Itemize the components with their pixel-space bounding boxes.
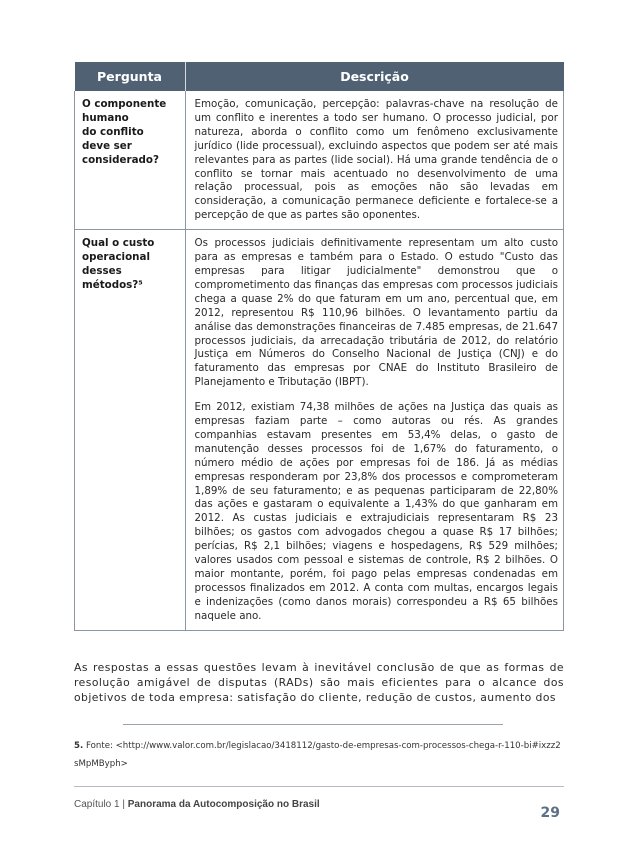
comparison-table <box>74 62 564 631</box>
header-description: Descrição <box>185 62 564 91</box>
table-row <box>75 230 564 630</box>
description-cell <box>185 230 564 630</box>
description-paragraph: Os processos judiciais definitivamente representam um alto custo para as empresas e também para o Estado. O estudo "Custo das empresas para litigar judicialmente" demonstrou que o comprometimento das finanças das empresas com processos judiciais chega a quase 2% do que faturam em um ano, percentual que, em 2012, representou R$ 110,96 bilhões. O levantamento partiu da análise das demonstrações financeiras de 7.485 empresas, de 21.647 processos judiciais, da arrecadação tributária de 2012, do relatório Justiça em Números do Conselho Nacional de Justiça (CNJ) e do faturamento das empresas por CNAE do Instituto Brasileiro de Planejamento e Tributação (IBPT). <box>194 237 558 389</box>
description-cell <box>185 91 564 230</box>
table-header-row <box>75 62 564 91</box>
footnote-divider <box>123 724 503 725</box>
footer-divider <box>74 786 564 787</box>
question-text: Qual o custo operacional desses métodos?⁵ <box>82 237 155 291</box>
chapter-label: Capítulo 1 | <box>74 799 128 810</box>
body-paragraph: As respostas a essas questões levam à inevitável conclusão de que as formas de resolução amigável de disputas (RADs) são mais eficientes para o alcance dos objetivos de toda empresa: satisfação do cliente, redução de custos, aumento dos <box>74 661 564 704</box>
footnote-number: 5. <box>74 741 84 751</box>
description-paragraph: Emoção, comunicação, percepção: palavras-chave na resolução de um conflito e inerentes a todo ser humano. O processo judicial, por natureza, aborda o conflito como um fenômeno exclusivamente jurídico (lide processual), excluindo aspectos que podem ser até mais relevantes para as partes (lide social). Há uma grande tendência de o conflito se tornar mais acentuado no desenvolvimento de uma relação processual, pois as emoções não são levadas em consideração, a comunicação permanece deficiente e fortalece-se a percepção de que as partes são oponentes. <box>194 98 558 222</box>
footnote <box>74 737 564 773</box>
page-number: 29 <box>540 805 560 821</box>
question-text: O componente humano do conflito deve ser considerado? <box>82 98 167 166</box>
footnote-text: Fonte: <http://www.valor.com.br/legislacao/3418112/gasto-de-empresas-com-processos-chega-r-110-bi#ixzz2sMpMByph> <box>74 741 561 769</box>
description-paragraph: Em 2012, existiam 74,38 milhões de ações na Justiça das quais as empresas faziam parte – como autoras ou rés. As grandes companhias estavam presentes em 53,4% delas, o gasto de manutenção desses processos foi de 1,67% do faturamento, o número médio de ações por empresas foi de 186. Já as médias empresas responderam por 23,8% dos processos e comprometeram 1,89% de seu faturamento; e as pequenas participaram de 22,80% das ações e gastaram o equivalente a 1,43% do que ganharam em 2012. As custas judiciais e extrajudiciais representaram R$ 23 bilhões; os gastos com advogados chegou a quase R$ 17 bilhões; perícias, R$ 2,1 bilhões; viagens e hospedagens, R$ 529 milhões; valores usados com pessoal e sistemas de controle, R$ 2 bilhões. O maior montante, porém, foi pago pelas empresas condenadas em processos finalizados em 2012. A conta com multas, encargos legais e indenizações (como danos morais) correspondeu a R$ 65 bilhões naquele ano. <box>194 401 558 622</box>
question-cell <box>75 230 186 630</box>
header-question: Pergunta <box>75 62 186 91</box>
question-cell <box>75 91 186 230</box>
chapter-title: Panorama da Autocomposição no Brasil <box>127 799 320 810</box>
table-row <box>75 91 564 230</box>
footer-chapter <box>74 799 320 810</box>
